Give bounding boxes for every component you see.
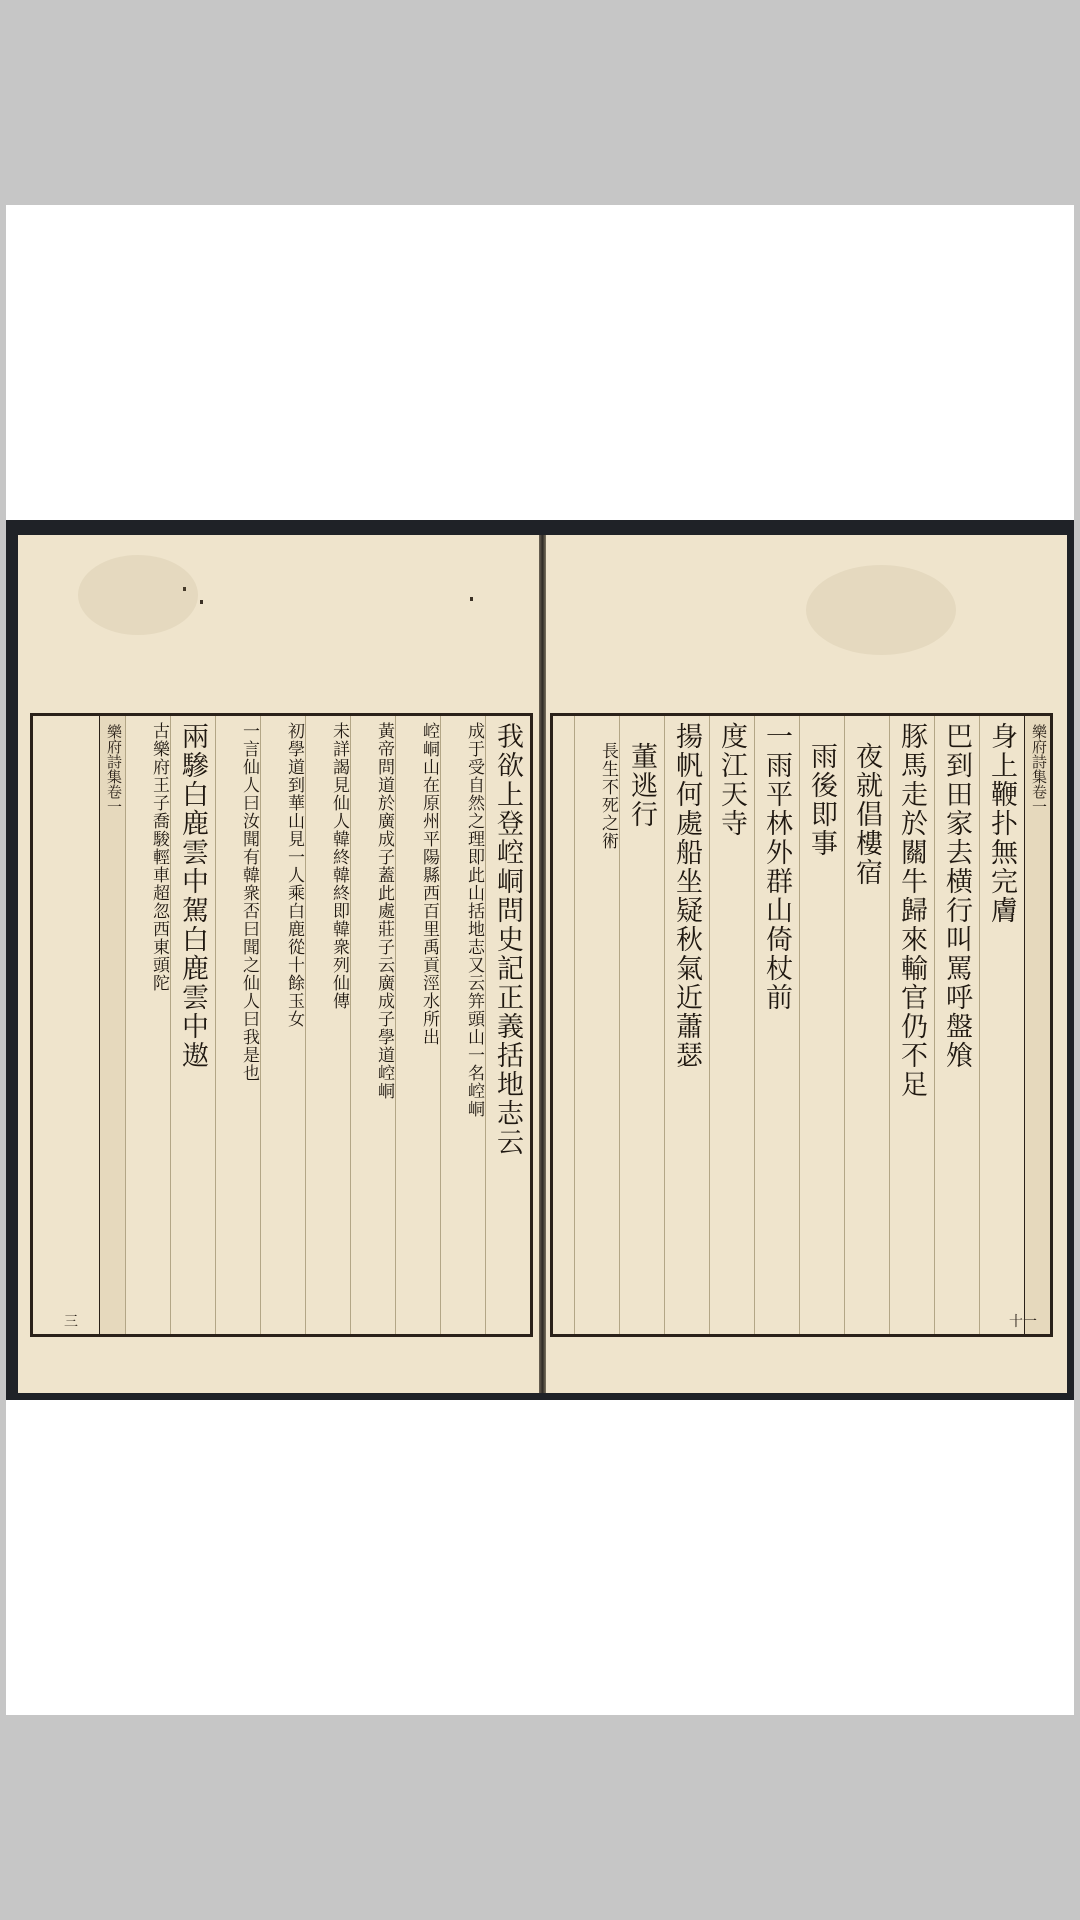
image-viewer	[6, 205, 1074, 1715]
top-margin	[546, 535, 1067, 713]
text-column: 我欲上登崆峒問史記正義括地志云	[485, 716, 530, 1334]
text-column: 豚馬走於關牛歸來輸官仍不足	[889, 716, 934, 1334]
text-column: 董逃行	[619, 716, 664, 1334]
ink-mark	[200, 600, 203, 604]
paper-stain	[78, 555, 198, 635]
book-gutter	[539, 535, 546, 1393]
text-column: 兩驂白鹿雲中駕白鹿雲中遨	[170, 716, 215, 1334]
annotation-column: 黃帝問道於廣成子蓋此處莊子云廣成子學道崆峒	[350, 716, 395, 1334]
text-column: 度江天寺	[709, 716, 754, 1334]
annotation-column: 成于受自然之理即此山括地志又云笄頭山一名崆峒	[440, 716, 485, 1334]
text-frame-right	[550, 713, 1053, 1337]
right-page	[546, 535, 1067, 1393]
text-column: 身上鞭扑無完膚	[979, 716, 1024, 1334]
annotation-column: 初學道到華山見一人乘白鹿從十餘玉女	[260, 716, 305, 1334]
annotation-column: 崆峒山在原州平陽縣西百里禹貢涇水所出	[395, 716, 440, 1334]
page-header: 樂府詩集卷一	[1024, 716, 1050, 1334]
text-column: 一雨平林外群山倚杖前	[754, 716, 799, 1334]
text-column: 夜就倡樓宿	[844, 716, 889, 1334]
annotation-column: 長生不死之術	[574, 716, 619, 1334]
paper-stain	[806, 565, 956, 655]
top-margin	[18, 535, 539, 713]
ink-mark	[470, 597, 473, 601]
text-frame-left	[30, 713, 533, 1337]
text-column: 巴到田家去横行叫罵呼盤飧	[934, 716, 979, 1334]
annotation-column: 古樂府王子喬駿輕車超忽西東頭陀	[125, 716, 170, 1334]
left-page	[18, 535, 539, 1393]
page-number: 十一	[1009, 1314, 1037, 1330]
annotation-column: 未詳謁見仙人韓終韓終即韓衆列仙傳	[305, 716, 350, 1334]
page-header: 樂府詩集卷一	[99, 716, 125, 1334]
text-column: 雨後即事	[799, 716, 844, 1334]
book-scan	[6, 520, 1074, 1400]
page-number: 三	[64, 1314, 78, 1330]
annotation-column: 一言仙人曰汝聞有韓衆否曰聞之仙人曰我是也	[215, 716, 260, 1334]
text-column: 揚帆何處船坐疑秋氣近蕭瑟	[664, 716, 709, 1334]
